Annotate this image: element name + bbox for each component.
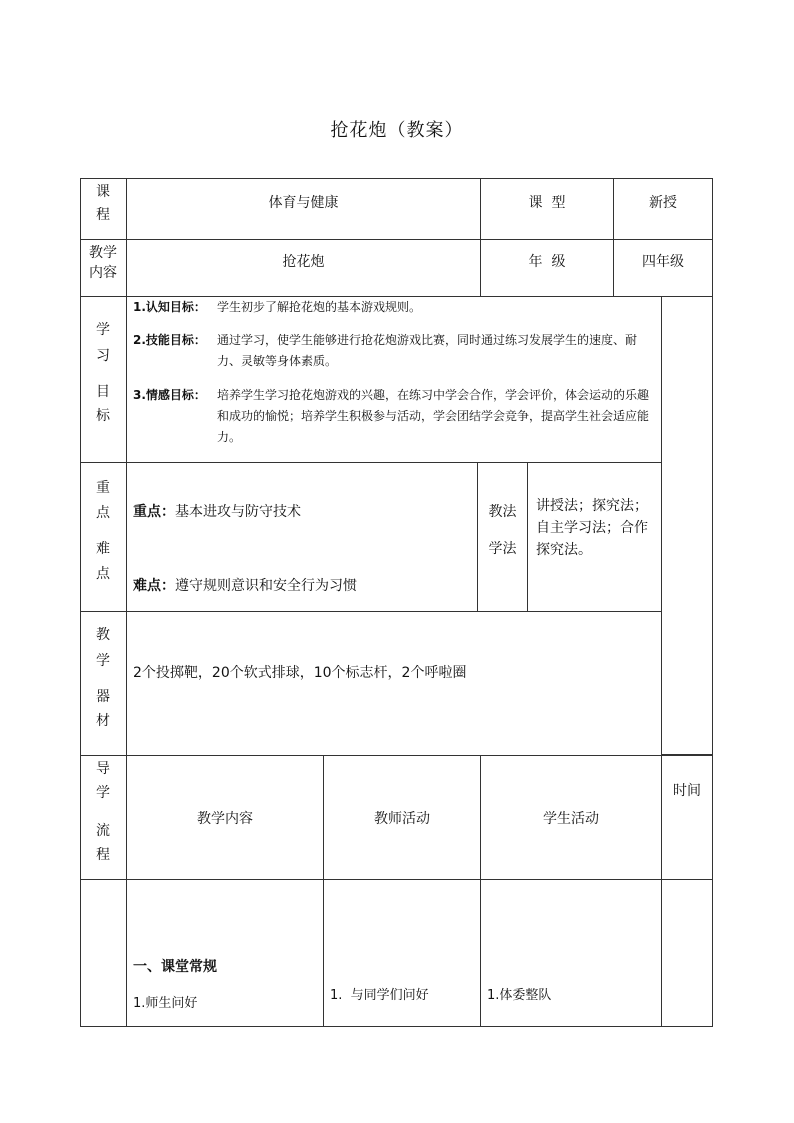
goal-item xyxy=(133,330,217,351)
course-type-value: 新授 xyxy=(613,178,713,240)
label-char: 教学 xyxy=(89,245,117,261)
label-char: 课 xyxy=(96,184,110,200)
equipment-text: 2个投掷靶，20个软式排球，10个标志杆，2个呼啦圈 xyxy=(133,665,467,681)
label-equipment xyxy=(80,611,127,756)
label-char: 习 xyxy=(96,348,110,364)
course-name: 体育与健康 xyxy=(126,178,481,240)
header-student-activity: 学生活动 xyxy=(480,755,662,880)
goal-text: 学生初步了解抢花炮的基本游戏规则。 xyxy=(217,300,422,314)
label-char: 导 xyxy=(96,761,110,777)
label-flow xyxy=(80,755,127,880)
focus-line xyxy=(133,501,301,521)
label-char: 点 xyxy=(96,566,110,582)
label-char: 程 xyxy=(96,207,110,223)
label-char: 点 xyxy=(96,505,110,521)
page-title: 抢花炮（教案） xyxy=(330,120,464,141)
routine-student-cell xyxy=(480,879,662,1027)
label-course xyxy=(80,178,127,240)
flow-label-empty xyxy=(80,879,127,1027)
label-content xyxy=(80,239,127,297)
routine-time-cell xyxy=(661,879,713,1027)
label-key-points xyxy=(80,462,127,612)
routine-student-item: 1.体委整队 xyxy=(487,988,552,1003)
routine-teacher-cell xyxy=(323,879,481,1027)
header-teacher-activity: 教师活动 xyxy=(323,755,481,880)
label-char: 标 xyxy=(96,408,110,424)
label-char: 流 xyxy=(96,823,110,839)
label-char: 教 xyxy=(96,627,110,643)
label-goals xyxy=(80,296,127,463)
label-char: 教法 xyxy=(488,504,517,520)
equipment-cell xyxy=(126,611,662,756)
key-points-cell xyxy=(126,462,478,612)
routine-content-item: 1.师生问好 xyxy=(133,996,198,1011)
goal-text: 培养学生学习抢花炮游戏的兴趣，在练习中学会合作，学会评价，体会运动的乐趣和成功的愉悦；培养学生积极参与活动，学会团结学会竞争，提高学生社会适应能力。 xyxy=(217,388,650,444)
label-char: 材 xyxy=(96,713,110,729)
label-char: 内容 xyxy=(89,265,117,281)
course-type-label: 课 型 xyxy=(480,178,614,240)
difficulty-label: 难点： xyxy=(133,578,175,594)
focus-text: 基本进攻与防守技术 xyxy=(175,504,301,520)
goals-cell xyxy=(126,296,662,463)
label-char: 器 xyxy=(96,689,110,705)
grade-label: 年 级 xyxy=(480,239,614,297)
label-char: 学 xyxy=(96,785,110,801)
right-margin-cell xyxy=(661,296,713,755)
routine-content-cell xyxy=(126,879,324,1027)
method-text-cell xyxy=(527,462,662,612)
goal-label: 1.认知目标： xyxy=(133,300,206,314)
label-char: 学法 xyxy=(488,541,517,557)
routine-section-title: 一、课堂常规 xyxy=(133,959,217,975)
difficulty-line xyxy=(133,575,357,595)
difficulty-text: 遵守规则意识和安全行为习惯 xyxy=(175,578,357,594)
header-time: 时间 xyxy=(661,755,713,880)
label-char: 重 xyxy=(96,480,110,496)
routine-teacher-item: 1. 与同学们问好 xyxy=(330,988,429,1003)
header-teaching-content: 教学内容 xyxy=(126,755,324,880)
method-text: 讲授法；探究法；自主学习法；合作探究法。 xyxy=(536,498,648,558)
goal-text: 通过学习，使学生能够进行抢花炮游戏比赛，同时通过练习发展学生的速度、耐力、灵敏等身体素质。 xyxy=(217,333,638,368)
grade-value: 四年级 xyxy=(613,239,713,297)
lesson-content: 抢花炮 xyxy=(126,239,481,297)
goal-label: 2.技能目标： xyxy=(133,333,206,347)
label-char: 学 xyxy=(96,653,110,669)
focus-label: 重点： xyxy=(133,504,175,520)
goal-item xyxy=(133,385,217,406)
goal-label: 3.情感目标： xyxy=(133,388,206,402)
goal-item xyxy=(133,297,217,318)
label-char: 程 xyxy=(96,847,110,863)
label-char: 目 xyxy=(96,384,110,400)
label-char: 学 xyxy=(96,322,110,338)
label-char: 难 xyxy=(96,541,110,557)
method-label-cell xyxy=(477,462,528,612)
